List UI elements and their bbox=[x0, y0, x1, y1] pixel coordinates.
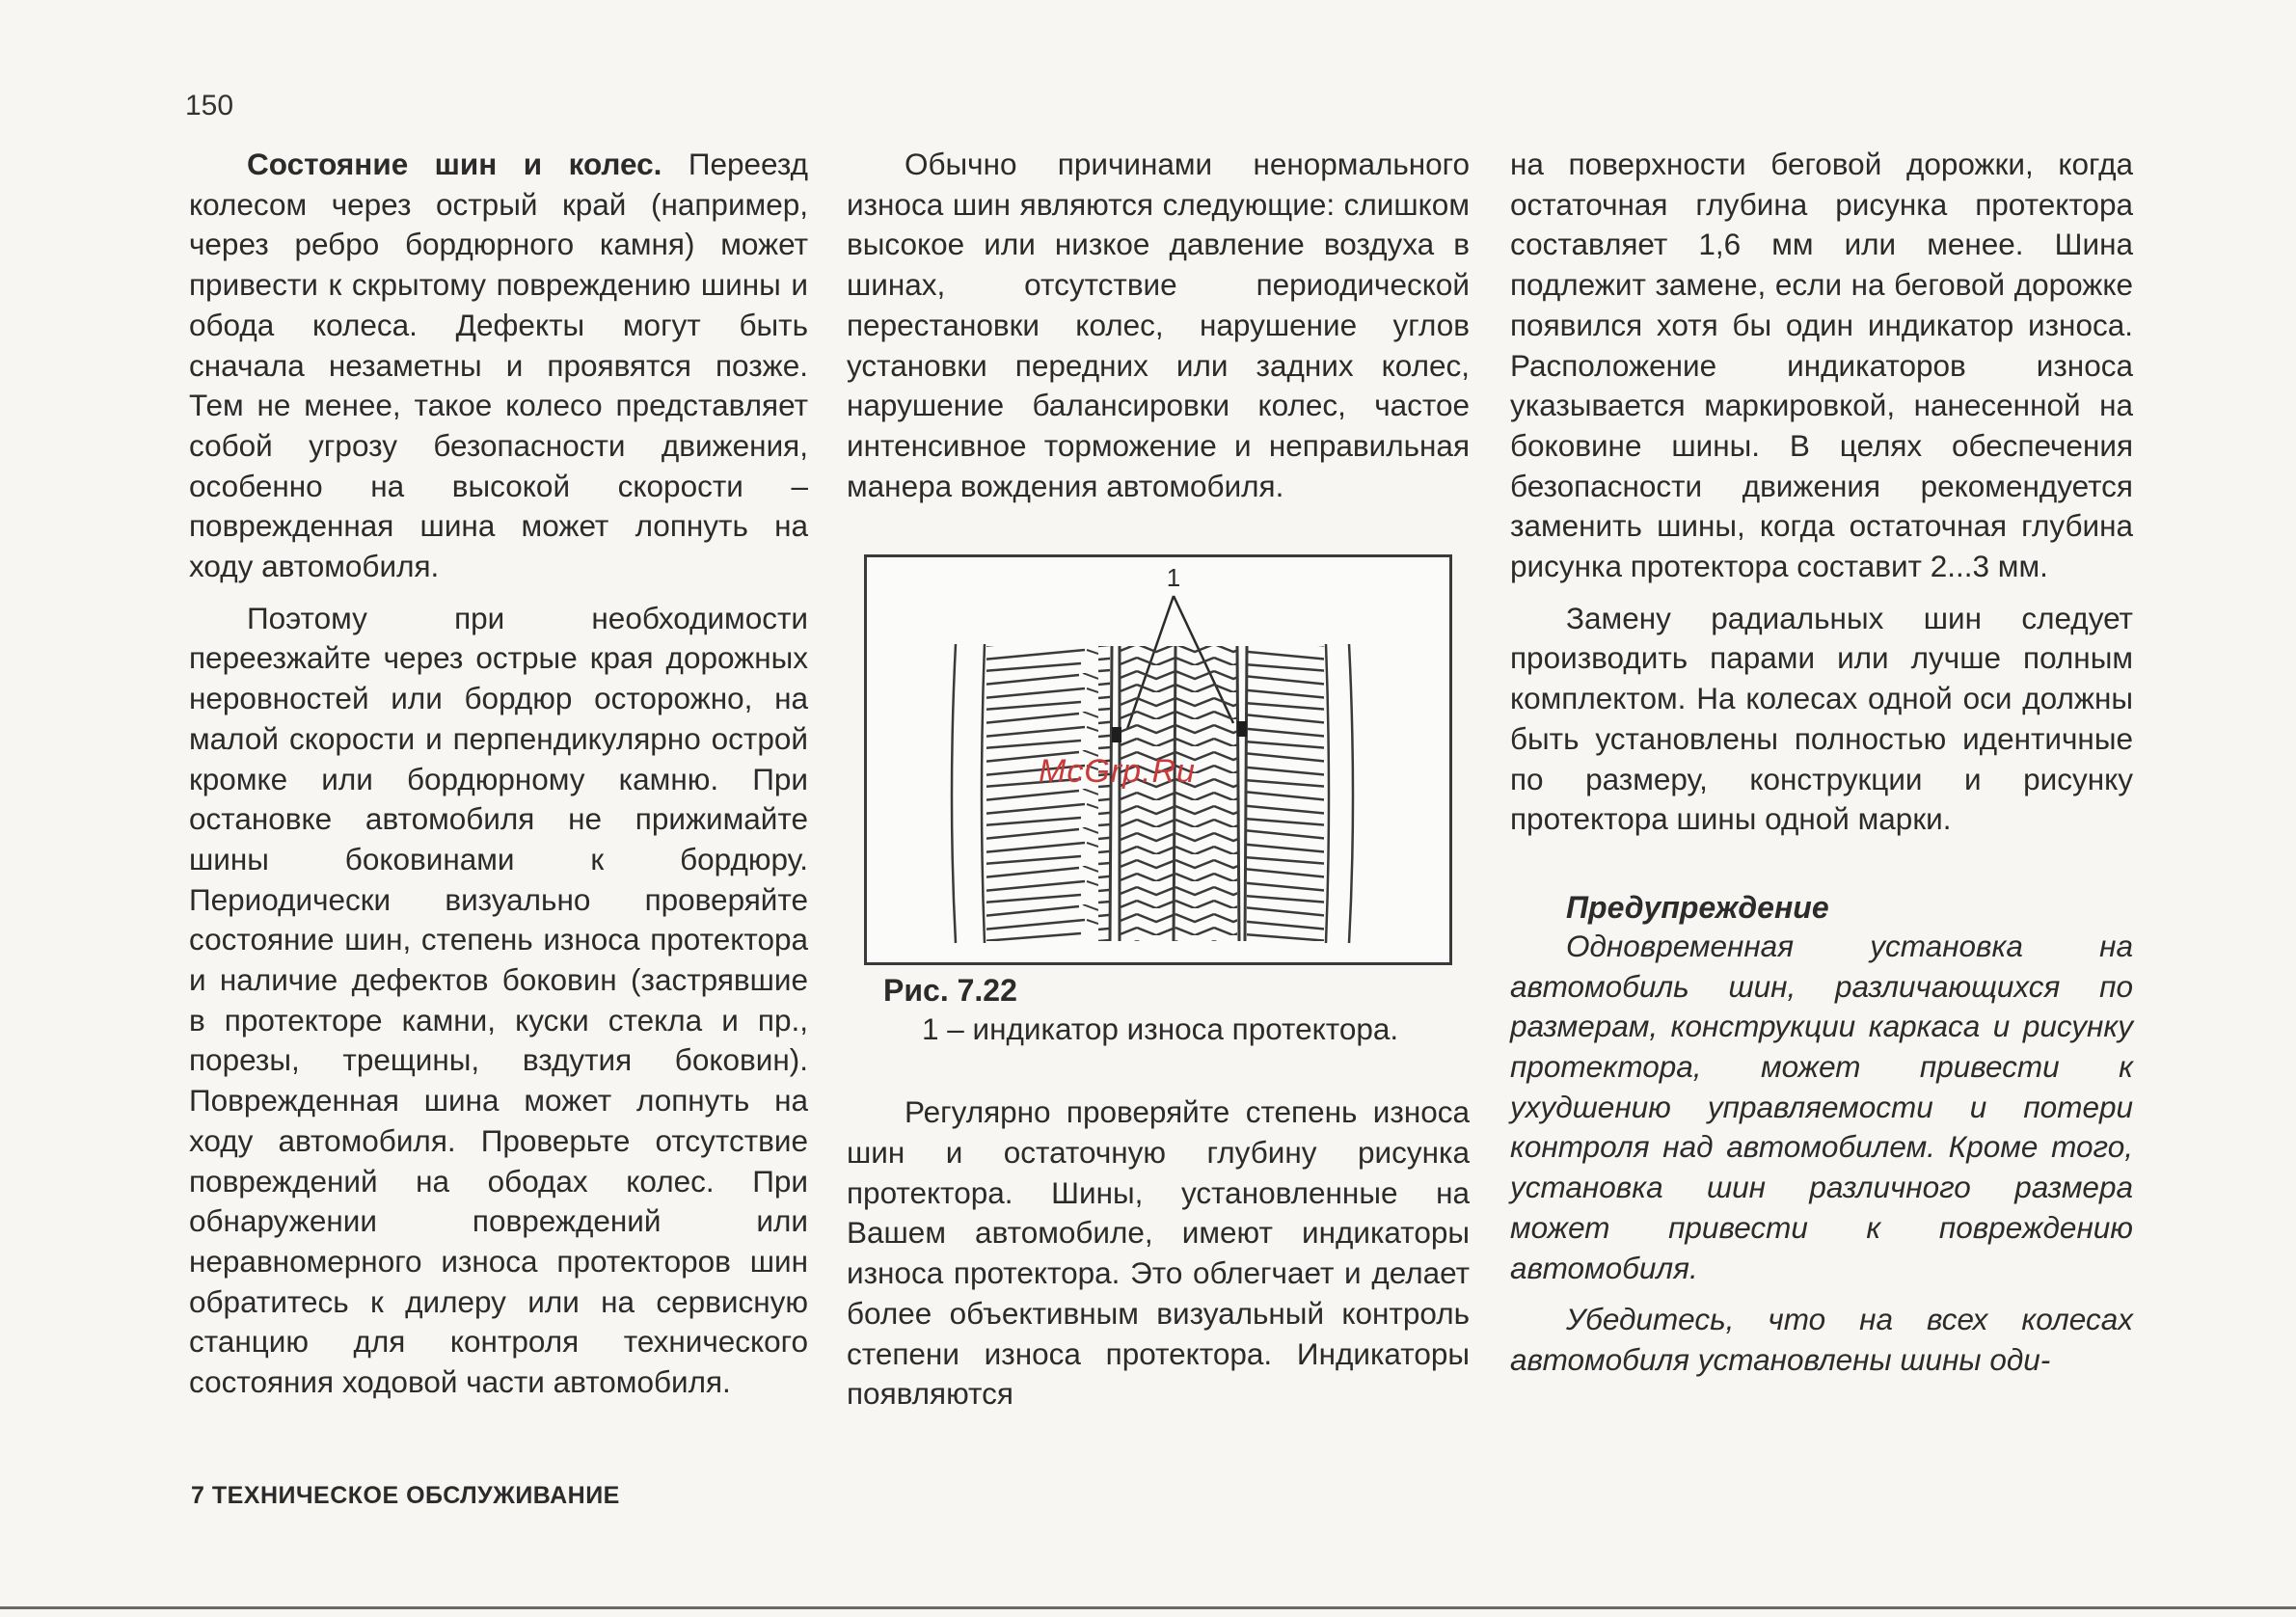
figure-title: Рис. 7.22 bbox=[883, 973, 1017, 1009]
middle-column bbox=[847, 145, 1470, 1415]
callout-number: 1 bbox=[1166, 563, 1181, 593]
watermark: McGrp.Ru bbox=[1039, 753, 1196, 791]
paragraph-text: Переезд колесом через острый край (например, через ребро бордюрного камня) может привести к скрытому повреждению шины и обода колеса. Дефекты могут быть сначала незаметны и проявятся позже. Тем не менее, такое колесо представляет собой угрозу безопасности движения, особенно на высокой скорости – поврежденная шина может лопнуть на ходу автомобиля. bbox=[189, 147, 809, 584]
paragraph-tire-condition bbox=[189, 145, 808, 587]
left-column bbox=[189, 145, 808, 1403]
wear-indicator-right bbox=[1237, 721, 1247, 737]
tread-center-rib bbox=[1120, 646, 1237, 941]
wear-indicator-left bbox=[1112, 727, 1121, 742]
warning-paragraph-continued: Убедитесь, что на всех колесах автомобиля установлены шины оди- bbox=[1510, 1302, 2133, 1377]
paragraph-check-wear: Регулярно проверяйте степень износа шин и остаточную глубину рисунка протектора. Шины, установленные на Вашем автомобиле, имеют индикаторы износа протектора. Это облегчает и делает более объективным визуальный контроль степени износа протектора. Индикаторы появляются bbox=[847, 1094, 1470, 1412]
lead-heading: Состояние шин и колес. bbox=[247, 147, 662, 181]
paragraph-tire-replacement: Замену радиальных шин следует производить парами или лучше полным комплектом. На колесах одной оси должны быть установлены полностью идентичные по размеру, конструкции и рисунку протектора шины одной марки. bbox=[1510, 600, 2133, 837]
footer-section-title: 7 ТЕХНИЧЕСКОЕ ОБСЛУЖИВАНИЕ bbox=[191, 1482, 620, 1509]
warning-paragraph: Одновременная установка на автомобиль шин, различающихся по размерам, конструкции каркаса и рисунку протектора, может привести к ухудшению управляемости и потери контроля над автомобилем. Кроме того, установка шин различного размера может привести к повреждению автомобиля. bbox=[1510, 928, 2133, 1285]
tread-shoulder-right bbox=[1247, 646, 1324, 941]
paragraph-wear-indicators: на поверхности беговой дорожки, когда остаточная глубина рисунка протектора составляет 1,6 мм или менее. Шина подлежит замене, если на беговой дорожке появился хотя бы один индикатор износа. Расположение индикаторов износа указывается маркировкой, нанесенной на боковине шины. В целях обеспечения безопасности движения рекомендуется заменить шины, когда остаточная глубина рисунка протектора составит 2...3 мм. bbox=[1510, 147, 2133, 584]
page-number: 150 bbox=[185, 90, 234, 121]
right-column bbox=[1510, 145, 2133, 1381]
paragraph-driving-advice: Поэтому при необходимости переезжайте через острые края дорожных неровностей или бордюр осторожно, на малой скорости и перпендикулярно острой кромке или бордюрному камню. При остановке автомобиля не прижимайте шины боковинами к бордюру. Периодически визуально проверяйте состояние шин, степень износа протектора и наличие дефектов боковин (застрявшие в протекторе камни, куски стекла и пр., порезы, трещины, вздутия боковин). Поврежденная шина может лопнуть на ходу автомобиля. Проверьте отсутствие повреждений на ободах колес. При обнаружении повреждений или неравномерного износа протекторов шин обратитесь к дилеру или на сервисную станцию для контроля технического состояния ходовой части автомобиля. bbox=[189, 600, 808, 1400]
warning-title: Предупреждение bbox=[1566, 889, 1829, 925]
figure-frame bbox=[864, 554, 1452, 965]
tread-shoulder-left bbox=[986, 646, 1110, 941]
paragraph-wear-causes: Обычно причинами ненормального износа шин являются следующие: слишком высокое или низкое давление воздуха в шинах, отсутствие периодической перестановки колес, нарушение углов установки передних или задних колес, нарушение балансировки колес, частое интенсивное торможение и неправильная манера вождения автомобиля. bbox=[847, 147, 1470, 503]
bottom-rule bbox=[0, 1606, 2296, 1609]
figure bbox=[864, 554, 1470, 1048]
warning-block bbox=[1510, 888, 2133, 1381]
figure-caption: 1 – индикатор износа протектора. bbox=[922, 1011, 1399, 1047]
